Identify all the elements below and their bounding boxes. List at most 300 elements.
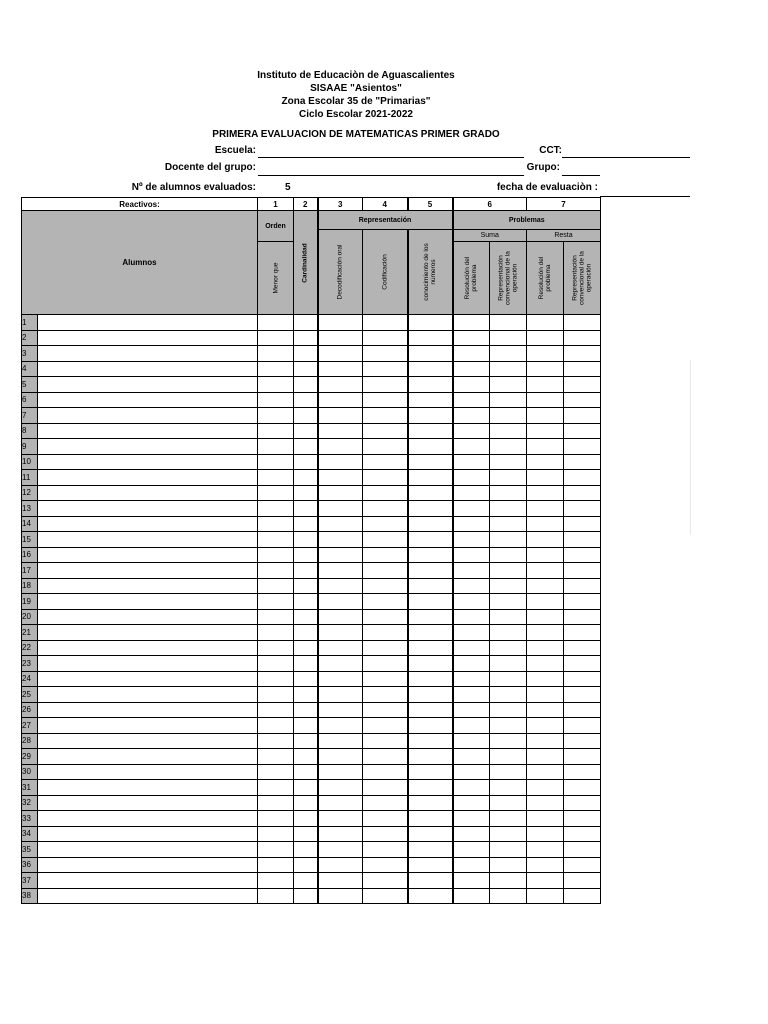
score-cell[interactable] (408, 671, 453, 687)
score-cell[interactable] (408, 470, 453, 486)
score-cell[interactable] (294, 408, 318, 424)
score-cell[interactable] (453, 454, 490, 470)
score-cell[interactable] (258, 671, 294, 687)
score-cell[interactable] (318, 423, 363, 439)
score-cell[interactable] (453, 780, 490, 796)
score-cell[interactable] (527, 439, 564, 455)
score-cell[interactable] (527, 733, 564, 749)
score-cell[interactable] (527, 330, 564, 346)
score-cell[interactable] (258, 749, 294, 765)
score-cell[interactable] (318, 749, 363, 765)
cct-field[interactable] (562, 157, 690, 158)
student-name-cell[interactable] (38, 516, 258, 532)
score-cell[interactable] (453, 423, 490, 439)
score-cell[interactable] (527, 532, 564, 548)
score-cell[interactable] (258, 532, 294, 548)
score-cell[interactable] (564, 718, 601, 734)
score-cell[interactable] (453, 563, 490, 579)
student-name-cell[interactable] (38, 873, 258, 889)
score-cell[interactable] (294, 439, 318, 455)
score-cell[interactable] (258, 485, 294, 501)
score-cell[interactable] (258, 795, 294, 811)
student-name-cell[interactable] (38, 392, 258, 408)
score-cell[interactable] (258, 377, 294, 393)
score-cell[interactable] (453, 795, 490, 811)
score-cell[interactable] (564, 625, 601, 641)
score-cell[interactable] (318, 671, 363, 687)
score-cell[interactable] (363, 485, 408, 501)
score-cell[interactable] (564, 780, 601, 796)
score-cell[interactable] (363, 547, 408, 563)
score-cell[interactable] (258, 408, 294, 424)
score-cell[interactable] (527, 764, 564, 780)
score-cell[interactable] (258, 780, 294, 796)
score-cell[interactable] (363, 408, 408, 424)
student-name-cell[interactable] (38, 485, 258, 501)
score-cell[interactable] (258, 842, 294, 858)
score-cell[interactable] (490, 888, 527, 904)
score-cell[interactable] (363, 625, 408, 641)
score-cell[interactable] (408, 609, 453, 625)
score-cell[interactable] (490, 485, 527, 501)
score-cell[interactable] (453, 594, 490, 610)
student-name-cell[interactable] (38, 780, 258, 796)
score-cell[interactable] (363, 749, 408, 765)
score-cell[interactable] (258, 640, 294, 656)
score-cell[interactable] (318, 702, 363, 718)
student-name-cell[interactable] (38, 718, 258, 734)
score-cell[interactable] (453, 516, 490, 532)
score-cell[interactable] (318, 687, 363, 703)
score-cell[interactable] (527, 470, 564, 486)
score-cell[interactable] (490, 826, 527, 842)
score-cell[interactable] (527, 656, 564, 672)
score-cell[interactable] (294, 857, 318, 873)
score-cell[interactable] (318, 485, 363, 501)
score-cell[interactable] (527, 873, 564, 889)
score-cell[interactable] (453, 888, 490, 904)
score-cell[interactable] (294, 377, 318, 393)
score-cell[interactable] (258, 578, 294, 594)
student-name-cell[interactable] (38, 826, 258, 842)
score-cell[interactable] (453, 485, 490, 501)
score-cell[interactable] (258, 764, 294, 780)
score-cell[interactable] (564, 702, 601, 718)
score-cell[interactable] (258, 439, 294, 455)
score-cell[interactable] (318, 408, 363, 424)
score-cell[interactable] (363, 826, 408, 842)
score-cell[interactable] (490, 609, 527, 625)
score-cell[interactable] (564, 408, 601, 424)
score-cell[interactable] (490, 346, 527, 362)
score-cell[interactable] (408, 749, 453, 765)
score-cell[interactable] (527, 501, 564, 517)
score-cell[interactable] (453, 625, 490, 641)
score-cell[interactable] (408, 346, 453, 362)
score-cell[interactable] (294, 609, 318, 625)
score-cell[interactable] (363, 423, 408, 439)
score-cell[interactable] (490, 563, 527, 579)
score-cell[interactable] (408, 826, 453, 842)
score-cell[interactable] (564, 516, 601, 532)
score-cell[interactable] (318, 842, 363, 858)
score-cell[interactable] (363, 392, 408, 408)
score-cell[interactable] (453, 439, 490, 455)
score-cell[interactable] (408, 408, 453, 424)
score-cell[interactable] (527, 857, 564, 873)
score-cell[interactable] (294, 516, 318, 532)
score-cell[interactable] (527, 640, 564, 656)
score-cell[interactable] (408, 594, 453, 610)
score-cell[interactable] (294, 749, 318, 765)
score-cell[interactable] (564, 795, 601, 811)
score-cell[interactable] (294, 671, 318, 687)
student-name-cell[interactable] (38, 625, 258, 641)
score-cell[interactable] (453, 764, 490, 780)
score-cell[interactable] (294, 888, 318, 904)
score-cell[interactable] (294, 485, 318, 501)
score-cell[interactable] (453, 609, 490, 625)
student-name-cell[interactable] (38, 749, 258, 765)
score-cell[interactable] (363, 361, 408, 377)
score-cell[interactable] (258, 702, 294, 718)
score-cell[interactable] (408, 718, 453, 734)
docente-field[interactable] (258, 175, 524, 176)
student-name-cell[interactable] (38, 656, 258, 672)
score-cell[interactable] (408, 392, 453, 408)
score-cell[interactable] (363, 330, 408, 346)
score-cell[interactable] (564, 888, 601, 904)
score-cell[interactable] (564, 315, 601, 331)
score-cell[interactable] (490, 873, 527, 889)
score-cell[interactable] (490, 547, 527, 563)
score-cell[interactable] (318, 780, 363, 796)
score-cell[interactable] (408, 377, 453, 393)
score-cell[interactable] (258, 330, 294, 346)
score-cell[interactable] (318, 826, 363, 842)
score-cell[interactable] (564, 811, 601, 827)
student-name-cell[interactable] (38, 640, 258, 656)
score-cell[interactable] (453, 470, 490, 486)
score-cell[interactable] (564, 873, 601, 889)
score-cell[interactable] (318, 811, 363, 827)
score-cell[interactable] (318, 392, 363, 408)
score-cell[interactable] (258, 423, 294, 439)
student-name-cell[interactable] (38, 702, 258, 718)
score-cell[interactable] (363, 470, 408, 486)
score-cell[interactable] (363, 795, 408, 811)
score-cell[interactable] (490, 795, 527, 811)
score-cell[interactable] (258, 563, 294, 579)
score-cell[interactable] (564, 842, 601, 858)
score-cell[interactable] (453, 315, 490, 331)
score-cell[interactable] (490, 532, 527, 548)
student-name-cell[interactable] (38, 377, 258, 393)
score-cell[interactable] (294, 842, 318, 858)
score-cell[interactable] (564, 392, 601, 408)
score-cell[interactable] (453, 656, 490, 672)
score-cell[interactable] (527, 578, 564, 594)
score-cell[interactable] (564, 640, 601, 656)
score-cell[interactable] (258, 501, 294, 517)
score-cell[interactable] (363, 842, 408, 858)
score-cell[interactable] (258, 609, 294, 625)
score-cell[interactable] (363, 532, 408, 548)
score-cell[interactable] (363, 578, 408, 594)
score-cell[interactable] (363, 516, 408, 532)
score-cell[interactable] (490, 857, 527, 873)
score-cell[interactable] (453, 640, 490, 656)
student-name-cell[interactable] (38, 361, 258, 377)
score-cell[interactable] (294, 315, 318, 331)
score-cell[interactable] (527, 795, 564, 811)
student-name-cell[interactable] (38, 346, 258, 362)
score-cell[interactable] (564, 733, 601, 749)
score-cell[interactable] (453, 857, 490, 873)
student-name-cell[interactable] (38, 795, 258, 811)
score-cell[interactable] (258, 857, 294, 873)
score-cell[interactable] (363, 671, 408, 687)
student-name-cell[interactable] (38, 315, 258, 331)
score-cell[interactable] (408, 501, 453, 517)
score-cell[interactable] (490, 842, 527, 858)
score-cell[interactable] (527, 811, 564, 827)
score-cell[interactable] (564, 826, 601, 842)
score-cell[interactable] (294, 780, 318, 796)
score-cell[interactable] (453, 377, 490, 393)
score-cell[interactable] (258, 718, 294, 734)
score-cell[interactable] (294, 470, 318, 486)
grupo-field[interactable] (562, 175, 600, 176)
score-cell[interactable] (527, 749, 564, 765)
score-cell[interactable] (527, 563, 564, 579)
score-cell[interactable] (318, 718, 363, 734)
score-cell[interactable] (258, 361, 294, 377)
score-cell[interactable] (318, 361, 363, 377)
score-cell[interactable] (363, 687, 408, 703)
score-cell[interactable] (294, 640, 318, 656)
score-cell[interactable] (490, 733, 527, 749)
score-cell[interactable] (490, 687, 527, 703)
score-cell[interactable] (318, 656, 363, 672)
student-name-cell[interactable] (38, 687, 258, 703)
score-cell[interactable] (408, 702, 453, 718)
score-cell[interactable] (294, 764, 318, 780)
score-cell[interactable] (318, 857, 363, 873)
score-cell[interactable] (527, 826, 564, 842)
score-cell[interactable] (294, 563, 318, 579)
score-cell[interactable] (408, 578, 453, 594)
score-cell[interactable] (318, 594, 363, 610)
student-name-cell[interactable] (38, 764, 258, 780)
score-cell[interactable] (564, 609, 601, 625)
score-cell[interactable] (564, 423, 601, 439)
score-cell[interactable] (258, 733, 294, 749)
student-name-cell[interactable] (38, 547, 258, 563)
score-cell[interactable] (527, 547, 564, 563)
escuela-field[interactable] (258, 157, 524, 158)
score-cell[interactable] (453, 826, 490, 842)
student-name-cell[interactable] (38, 408, 258, 424)
score-cell[interactable] (258, 516, 294, 532)
score-cell[interactable] (490, 470, 527, 486)
score-cell[interactable] (564, 485, 601, 501)
score-cell[interactable] (294, 687, 318, 703)
score-cell[interactable] (527, 702, 564, 718)
score-cell[interactable] (408, 532, 453, 548)
score-cell[interactable] (294, 625, 318, 641)
score-cell[interactable] (564, 594, 601, 610)
score-cell[interactable] (564, 361, 601, 377)
score-cell[interactable] (453, 361, 490, 377)
score-cell[interactable] (258, 547, 294, 563)
score-cell[interactable] (490, 392, 527, 408)
score-cell[interactable] (490, 423, 527, 439)
score-cell[interactable] (318, 873, 363, 889)
student-name-cell[interactable] (38, 594, 258, 610)
score-cell[interactable] (363, 857, 408, 873)
score-cell[interactable] (408, 315, 453, 331)
score-cell[interactable] (408, 361, 453, 377)
student-name-cell[interactable] (38, 439, 258, 455)
score-cell[interactable] (490, 361, 527, 377)
score-cell[interactable] (490, 516, 527, 532)
score-cell[interactable] (490, 330, 527, 346)
student-name-cell[interactable] (38, 501, 258, 517)
score-cell[interactable] (363, 640, 408, 656)
score-cell[interactable] (363, 811, 408, 827)
fecha-field[interactable] (600, 196, 690, 197)
score-cell[interactable] (294, 718, 318, 734)
score-cell[interactable] (363, 439, 408, 455)
score-cell[interactable] (258, 315, 294, 331)
score-cell[interactable] (527, 888, 564, 904)
score-cell[interactable] (453, 718, 490, 734)
score-cell[interactable] (490, 439, 527, 455)
score-cell[interactable] (363, 718, 408, 734)
score-cell[interactable] (527, 594, 564, 610)
score-cell[interactable] (564, 330, 601, 346)
score-cell[interactable] (363, 377, 408, 393)
score-cell[interactable] (453, 330, 490, 346)
score-cell[interactable] (294, 873, 318, 889)
score-cell[interactable] (318, 532, 363, 548)
score-cell[interactable] (318, 315, 363, 331)
score-cell[interactable] (294, 330, 318, 346)
student-name-cell[interactable] (38, 423, 258, 439)
score-cell[interactable] (453, 532, 490, 548)
score-cell[interactable] (318, 563, 363, 579)
score-cell[interactable] (318, 640, 363, 656)
score-cell[interactable] (527, 392, 564, 408)
score-cell[interactable] (258, 873, 294, 889)
score-cell[interactable] (453, 733, 490, 749)
score-cell[interactable] (294, 423, 318, 439)
score-cell[interactable] (363, 501, 408, 517)
score-cell[interactable] (408, 454, 453, 470)
score-cell[interactable] (490, 578, 527, 594)
score-cell[interactable] (564, 454, 601, 470)
score-cell[interactable] (527, 408, 564, 424)
score-cell[interactable] (408, 795, 453, 811)
score-cell[interactable] (564, 547, 601, 563)
score-cell[interactable] (318, 516, 363, 532)
score-cell[interactable] (408, 439, 453, 455)
student-name-cell[interactable] (38, 733, 258, 749)
score-cell[interactable] (453, 408, 490, 424)
score-cell[interactable] (408, 656, 453, 672)
score-cell[interactable] (490, 640, 527, 656)
score-cell[interactable] (408, 640, 453, 656)
score-cell[interactable] (318, 888, 363, 904)
score-cell[interactable] (564, 439, 601, 455)
score-cell[interactable] (318, 439, 363, 455)
score-cell[interactable] (527, 485, 564, 501)
score-cell[interactable] (363, 780, 408, 796)
score-cell[interactable] (564, 532, 601, 548)
score-cell[interactable] (453, 811, 490, 827)
score-cell[interactable] (294, 702, 318, 718)
score-cell[interactable] (408, 842, 453, 858)
score-cell[interactable] (490, 671, 527, 687)
score-cell[interactable] (363, 454, 408, 470)
score-cell[interactable] (294, 826, 318, 842)
score-cell[interactable] (258, 687, 294, 703)
score-cell[interactable] (408, 687, 453, 703)
score-cell[interactable] (318, 470, 363, 486)
score-cell[interactable] (564, 749, 601, 765)
score-cell[interactable] (294, 454, 318, 470)
score-cell[interactable] (527, 315, 564, 331)
score-cell[interactable] (453, 578, 490, 594)
score-cell[interactable] (408, 873, 453, 889)
score-cell[interactable] (318, 795, 363, 811)
score-cell[interactable] (258, 454, 294, 470)
score-cell[interactable] (564, 578, 601, 594)
score-cell[interactable] (490, 501, 527, 517)
score-cell[interactable] (363, 656, 408, 672)
score-cell[interactable] (318, 330, 363, 346)
score-cell[interactable] (527, 377, 564, 393)
student-name-cell[interactable] (38, 454, 258, 470)
score-cell[interactable] (527, 625, 564, 641)
score-cell[interactable] (527, 609, 564, 625)
score-cell[interactable] (258, 625, 294, 641)
score-cell[interactable] (490, 408, 527, 424)
score-cell[interactable] (408, 516, 453, 532)
score-cell[interactable] (527, 671, 564, 687)
score-cell[interactable] (318, 625, 363, 641)
score-cell[interactable] (564, 563, 601, 579)
score-cell[interactable] (318, 346, 363, 362)
score-cell[interactable] (453, 501, 490, 517)
score-cell[interactable] (258, 888, 294, 904)
score-cell[interactable] (490, 315, 527, 331)
score-cell[interactable] (408, 733, 453, 749)
score-cell[interactable] (318, 377, 363, 393)
score-cell[interactable] (564, 764, 601, 780)
score-cell[interactable] (490, 594, 527, 610)
score-cell[interactable] (258, 470, 294, 486)
student-name-cell[interactable] (38, 842, 258, 858)
score-cell[interactable] (363, 764, 408, 780)
score-cell[interactable] (453, 392, 490, 408)
score-cell[interactable] (294, 392, 318, 408)
score-cell[interactable] (453, 842, 490, 858)
score-cell[interactable] (258, 594, 294, 610)
score-cell[interactable] (294, 811, 318, 827)
score-cell[interactable] (318, 547, 363, 563)
